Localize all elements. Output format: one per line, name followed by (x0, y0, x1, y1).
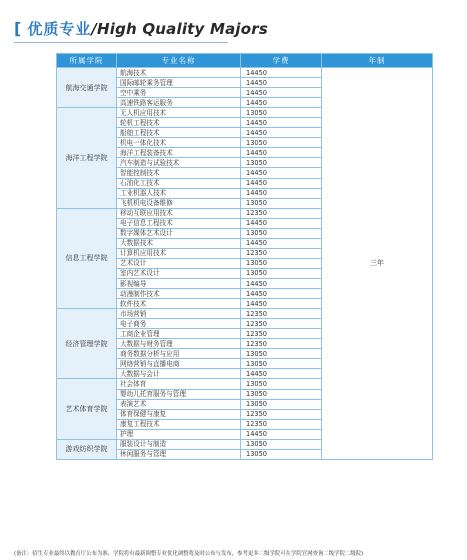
fee-cell: 14450 (241, 289, 322, 299)
fee-cell: 14450 (241, 188, 322, 198)
section-title (14, 18, 268, 42)
fee-cell: 14450 (241, 118, 322, 128)
fee-cell: 13050 (241, 439, 322, 449)
major-cell: 市场营销 (117, 309, 241, 319)
fee-cell: 14450 (241, 128, 322, 138)
fee-cell: 14450 (241, 278, 322, 288)
fee-cell: 14450 (241, 78, 322, 88)
major-cell: 汽车制造与试验技术 (117, 158, 241, 168)
fee-cell: 14450 (241, 68, 322, 78)
major-cell: 大数据与财务管理 (117, 339, 241, 349)
header-college: 所属学院 (57, 54, 117, 68)
major-cell: 计算机应用技术 (117, 248, 241, 258)
fee-cell: 13050 (241, 379, 322, 389)
fee-cell: 13050 (241, 198, 322, 208)
fee-cell: 13050 (241, 268, 322, 278)
major-cell: 艺术设计 (117, 258, 241, 268)
major-cell: 海洋工程装备技术 (117, 148, 241, 158)
fee-cell: 12350 (241, 248, 322, 258)
major-cell: 网络营销与直播电商 (117, 359, 241, 369)
fee-cell: 12350 (241, 309, 322, 319)
majors-table (56, 53, 433, 460)
major-cell: 大数据技术 (117, 238, 241, 248)
fee-cell: 14450 (241, 218, 322, 228)
major-cell: 高速铁路客运服务 (117, 98, 241, 108)
major-cell: 大数据与会计 (117, 369, 241, 379)
years-cell: 三年 (322, 68, 433, 460)
major-cell: 影视编导 (117, 278, 241, 288)
table-body (57, 68, 433, 460)
major-cell: 工商企业管理 (117, 329, 241, 339)
college-cell: 游戏纺织学院 (57, 439, 117, 459)
major-cell: 无人机应用技术 (117, 108, 241, 118)
header-fee: 学费 (241, 54, 322, 68)
major-cell: 石油化工技术 (117, 178, 241, 188)
fee-cell: 12350 (241, 208, 322, 218)
college-cell: 海洋工程学院 (57, 108, 117, 208)
fee-cell: 13050 (241, 399, 322, 409)
fee-cell: 13050 (241, 228, 322, 238)
major-cell: 室内艺术设计 (117, 268, 241, 278)
major-cell: 船舶工程技术 (117, 128, 241, 138)
fee-cell: 14450 (241, 369, 322, 379)
major-cell: 服装设计与制造 (117, 439, 241, 449)
major-cell: 表演艺术 (117, 399, 241, 409)
fee-cell: 12350 (241, 329, 322, 339)
major-cell: 航海技术 (117, 68, 241, 78)
major-cell: 移动互联应用技术 (117, 208, 241, 218)
fee-cell: 13050 (241, 158, 322, 168)
fee-cell: 14450 (241, 88, 322, 98)
major-cell: 机电一体化技术 (117, 138, 241, 148)
major-cell: 软件技术 (117, 299, 241, 309)
major-cell: 轮机工程技术 (117, 118, 241, 128)
title-chinese: 优质专业 (27, 20, 92, 38)
title-bracket: [ (14, 19, 22, 38)
fee-cell: 14450 (241, 98, 322, 108)
major-cell: 飞机机电设备维修 (117, 198, 241, 208)
fee-cell: 12350 (241, 319, 322, 329)
major-cell: 社会体育 (117, 379, 241, 389)
major-cell: 商务数据分析与应用 (117, 349, 241, 359)
college-cell: 经济管理学院 (57, 309, 117, 379)
fee-cell: 14450 (241, 178, 322, 188)
table-row (57, 68, 433, 78)
fee-cell: 13050 (241, 449, 322, 459)
fee-cell: 14450 (241, 168, 322, 178)
college-cell: 航海交通学院 (57, 68, 117, 108)
fee-cell: 13050 (241, 138, 322, 148)
fee-cell: 14450 (241, 238, 322, 248)
major-cell: 工业机器人技术 (117, 188, 241, 198)
college-cell: 艺术体育学院 (57, 379, 117, 439)
title-english: /High Quality Majors (91, 20, 268, 38)
table-header-row (57, 54, 433, 68)
fee-cell: 12350 (241, 409, 322, 419)
major-cell: 空中乘务 (117, 88, 241, 98)
header-major: 专业名称 (117, 54, 241, 68)
fee-cell: 12350 (241, 339, 322, 349)
fee-cell: 14450 (241, 148, 322, 158)
major-cell: 数字媒体艺术设计 (117, 228, 241, 238)
major-cell: 动漫制作技术 (117, 289, 241, 299)
major-cell: 国际邮轮乘务管理 (117, 78, 241, 88)
major-cell: 护理 (117, 429, 241, 439)
major-cell: 体育保健与康复 (117, 409, 241, 419)
fee-cell: 13050 (241, 349, 322, 359)
major-cell: 休闲服务与管理 (117, 449, 241, 459)
fee-cell: 13050 (241, 108, 322, 118)
fee-cell: 14450 (241, 299, 322, 309)
fee-cell: 13050 (241, 359, 322, 369)
major-cell: 电子信息工程技术 (117, 218, 241, 228)
college-cell: 信息工程学院 (57, 208, 117, 308)
title-underline (14, 42, 228, 43)
major-cell: 婴幼儿托育服务与管理 (117, 389, 241, 399)
major-cell: 智能控制技术 (117, 168, 241, 178)
major-cell: 康复工程技术 (117, 419, 241, 429)
fee-cell: 13050 (241, 389, 322, 399)
fee-cell: 13050 (241, 258, 322, 268)
fee-cell: 14450 (241, 429, 322, 439)
major-cell: 电子商务 (117, 319, 241, 329)
footnote: (备注：招生专业最终以教育厅公布为准，学院将有最新调整专业优化调整将及时公布与发布，参考更多二级学院可在学院官网查询二级学院二级院) (14, 551, 364, 557)
fee-cell: 12350 (241, 419, 322, 429)
header-years: 年制 (322, 54, 433, 68)
